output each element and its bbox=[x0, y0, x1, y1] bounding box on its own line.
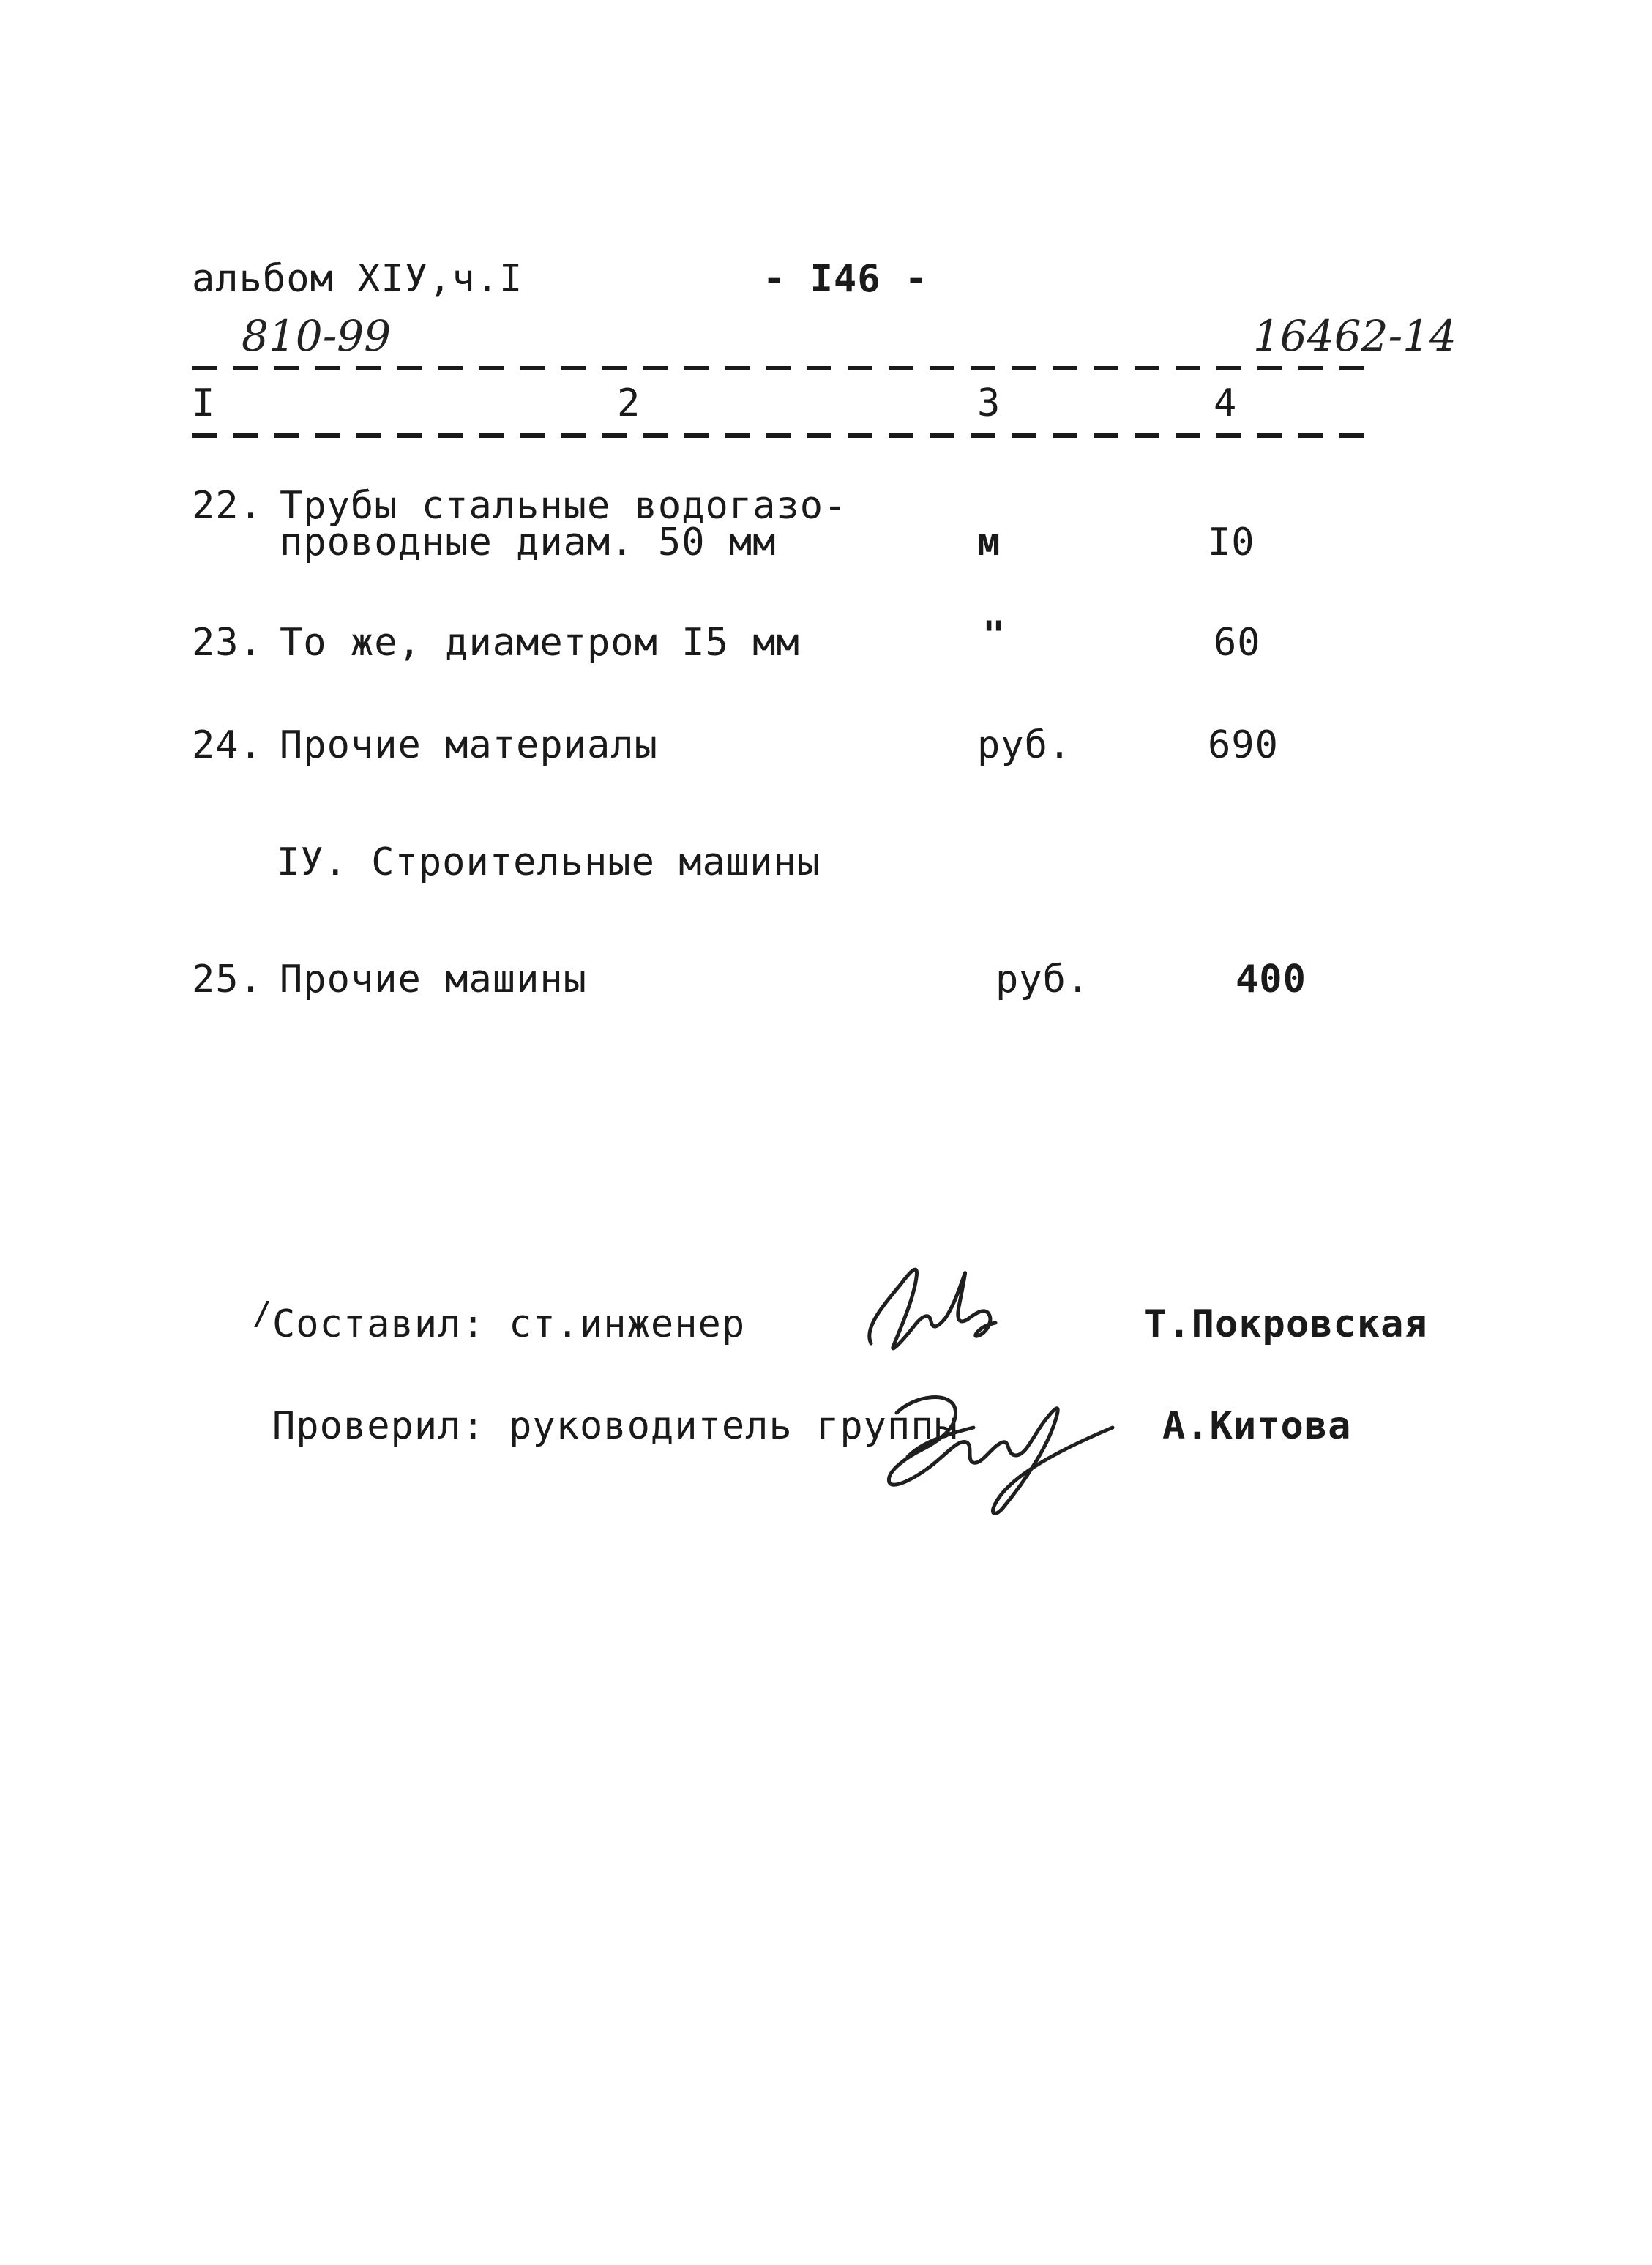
row-description: Прочие машины bbox=[280, 958, 587, 1001]
row-unit: м bbox=[977, 520, 1001, 564]
column-header-3: 3 bbox=[977, 381, 1001, 425]
column-header-1: I bbox=[192, 381, 216, 425]
row-number: 22. bbox=[192, 484, 263, 528]
signature-compiler bbox=[849, 1255, 1039, 1365]
album-label: альбом XIУ,ч.I bbox=[192, 257, 523, 301]
row-quantity: 400 bbox=[1236, 958, 1307, 1001]
header-dashed-rule-bottom bbox=[192, 433, 1370, 438]
compiled-mark: / bbox=[253, 1295, 273, 1332]
checked-by-label: Проверил: руководитель группы bbox=[272, 1404, 958, 1448]
row-quantity: I0 bbox=[1208, 520, 1255, 564]
section-heading: IУ. Строительные машины bbox=[277, 840, 821, 884]
compiled-by-label: Составил: ст.инженер bbox=[272, 1302, 746, 1346]
header-dashed-rule-top bbox=[192, 366, 1370, 370]
compiled-by-name: Т.Покровская bbox=[1144, 1302, 1428, 1346]
row-description: Прочие материалы bbox=[280, 723, 658, 767]
row-quantity: 60 bbox=[1214, 621, 1261, 665]
checked-by-name: А.Китова bbox=[1162, 1404, 1352, 1448]
row-description-continued: проводные диам. 50 мм bbox=[280, 520, 777, 564]
row-quantity: 690 bbox=[1208, 723, 1279, 767]
handwritten-number-right: 16462-14 bbox=[1253, 311, 1457, 361]
handwritten-number-left: 810-99 bbox=[242, 311, 392, 361]
row-number: 25. bbox=[192, 958, 263, 1001]
row-number: 23. bbox=[192, 621, 263, 665]
signature-checker bbox=[864, 1369, 1127, 1523]
column-header-2: 2 bbox=[617, 381, 641, 425]
row-number: 24. bbox=[192, 723, 263, 767]
row-unit: " bbox=[982, 613, 1006, 657]
row-description: То же, диаметром I5 мм bbox=[280, 621, 800, 665]
column-header-4: 4 bbox=[1214, 381, 1238, 425]
row-unit: руб. bbox=[977, 723, 1072, 767]
page-number: - I46 - bbox=[763, 257, 929, 301]
row-unit: руб. bbox=[995, 958, 1091, 1001]
row-description: Трубы стальные водогазо- bbox=[280, 484, 848, 528]
